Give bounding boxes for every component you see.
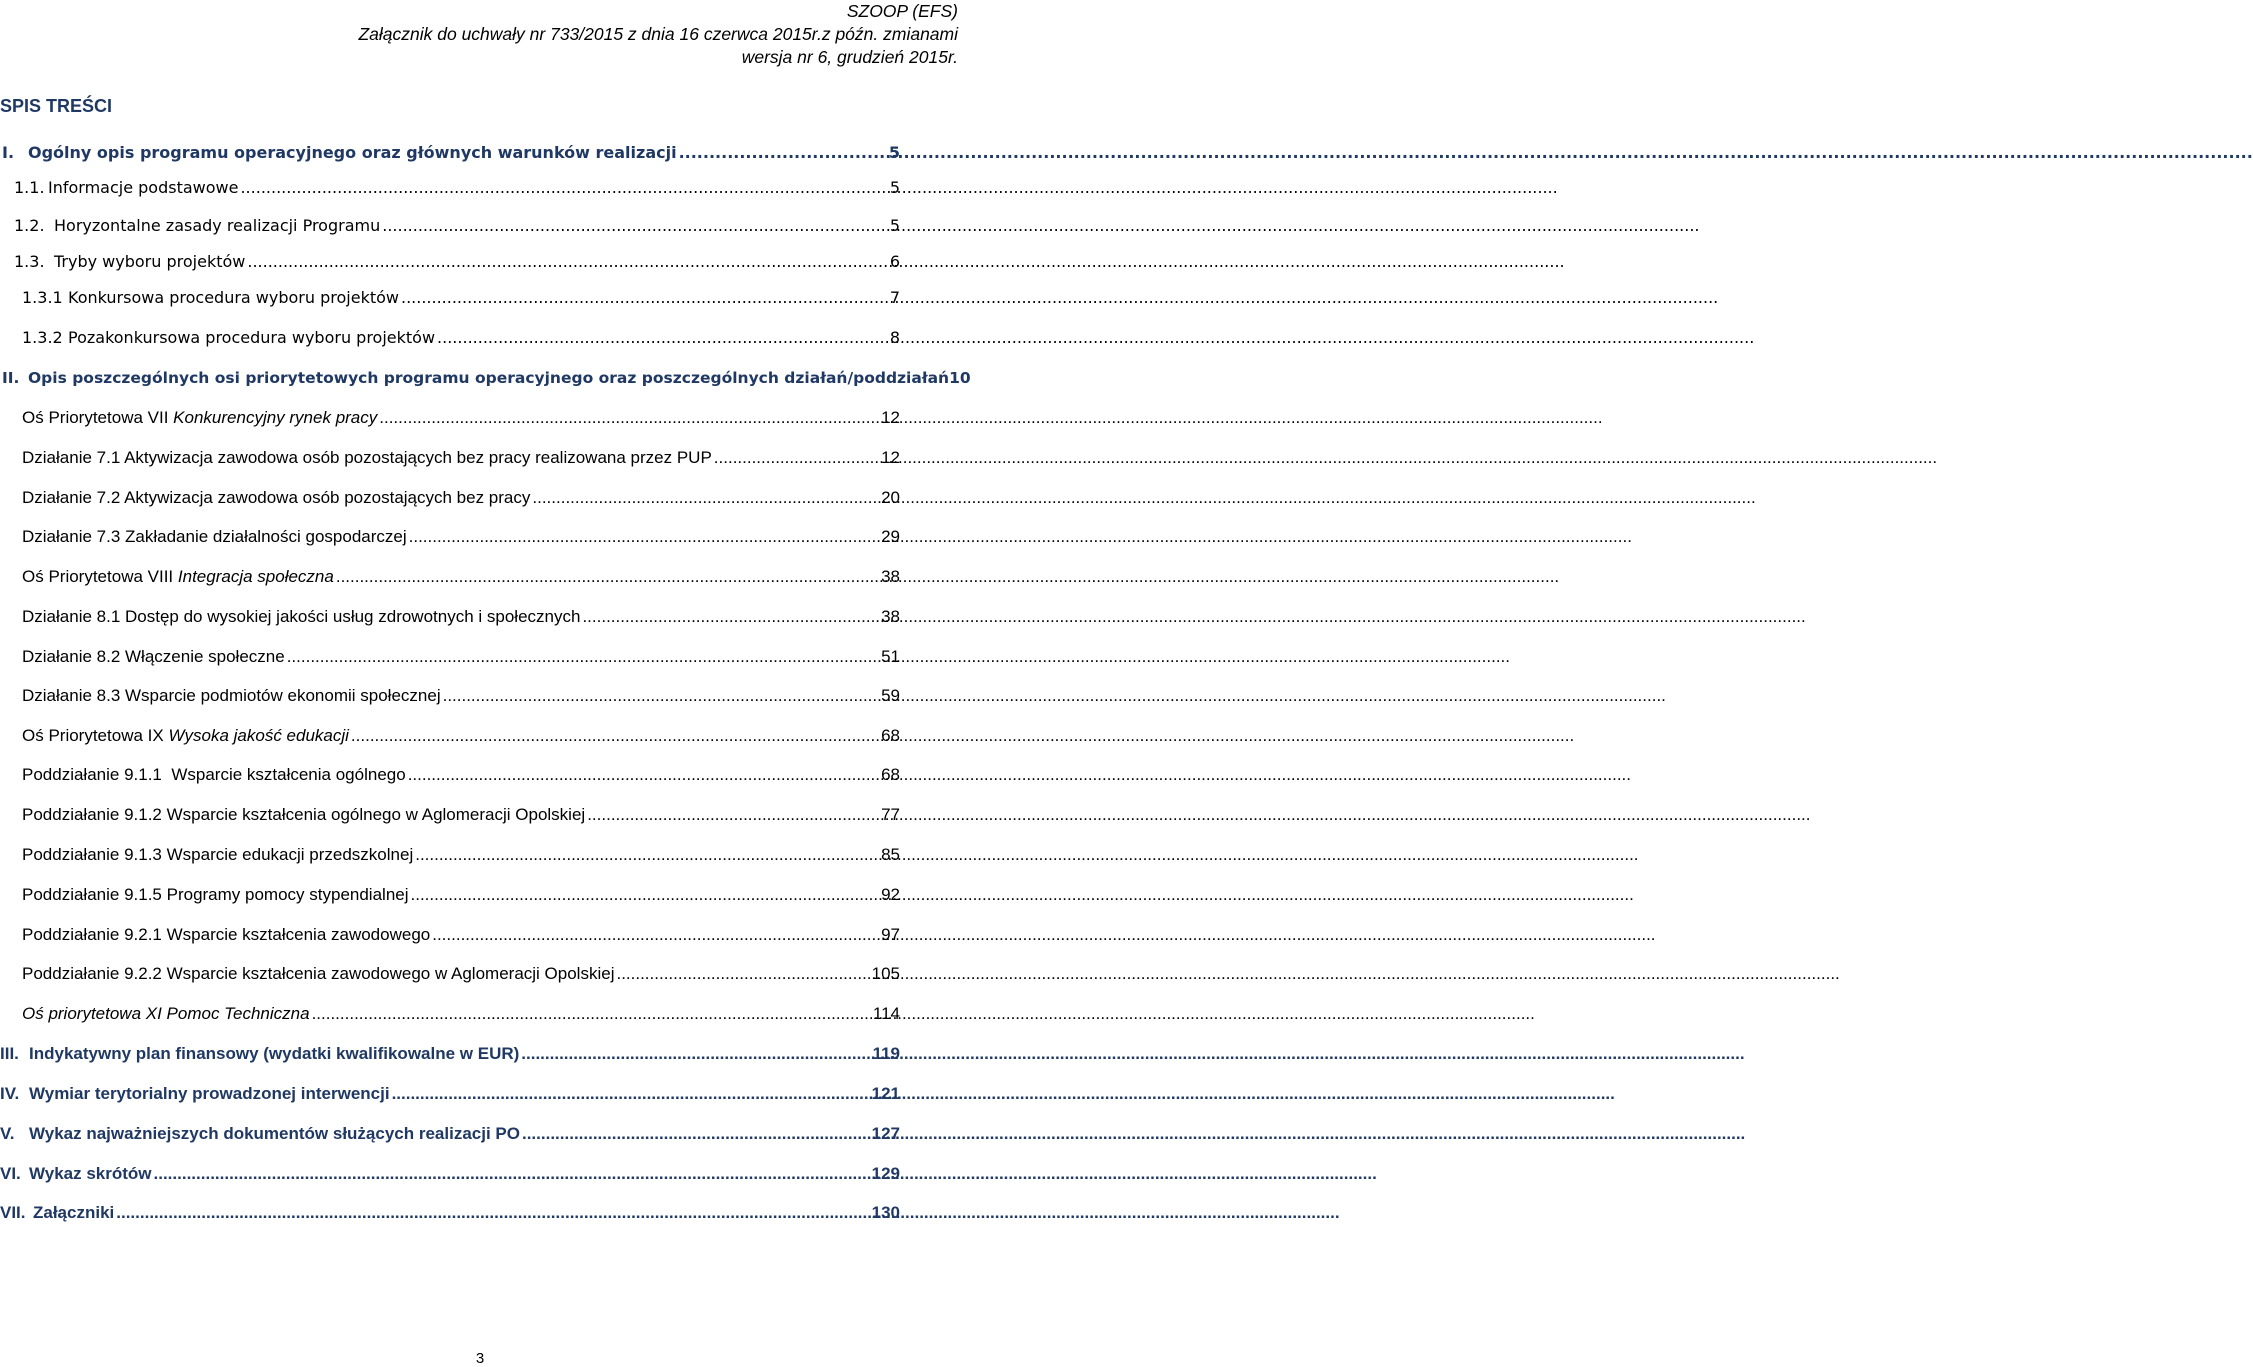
toc-entry-page: 129: [871, 1164, 900, 1183]
toc-entry-page: 38: [881, 607, 900, 626]
toc-leader: [532, 486, 879, 510]
toc-entry[interactable]: [22, 724, 900, 748]
toc-leader: [443, 684, 879, 708]
toc-entry-title: Konkursowa procedura wyboru projektów: [68, 288, 399, 307]
toc-entry-page: 68: [881, 765, 900, 784]
toc-entry[interactable]: [22, 923, 900, 947]
toc-entry-title: Oś priorytetowa XI Pomoc Techniczna: [22, 1004, 310, 1023]
toc-entry-title: Wykaz najważniejszych dokumentów służących realizacji PO: [29, 1124, 520, 1143]
toc-entry-number: 1.3.1: [22, 288, 63, 307]
toc-entry-title: Załączniki: [33, 1203, 115, 1222]
toc-leader: [587, 803, 879, 827]
toc-entry-page: 130: [871, 1203, 900, 1222]
toc-entry-title: [22, 724, 349, 748]
toc-entry[interactable]: [22, 763, 900, 787]
toc-entry-number: 1.3.: [14, 252, 45, 271]
toc-leader: [432, 923, 879, 947]
toc-leader: [287, 645, 879, 669]
toc-leader: [116, 1201, 869, 1225]
toc-entry-title: Tryby wyboru projektów: [54, 252, 246, 271]
toc-entry-page: 7: [889, 288, 900, 307]
toc-entry-number: II.: [2, 369, 20, 387]
header-resolution: Załącznik do uchwały nr 733/2015 z dnia 16 czerwca 2015r.z późn. zmianami: [358, 24, 958, 44]
toc-entry-title: Horyzontalne zasady realizacji Programu: [54, 216, 381, 235]
toc-leader: [415, 843, 879, 867]
toc-leader: [437, 326, 888, 350]
page-number: 3: [475, 1350, 485, 1367]
toc-entry-title: Poddziałanie 9.1.2 Wsparcie kształcenia ogólnego w Aglomeracji Opolskiej: [22, 805, 586, 824]
toc-entry[interactable]: [22, 605, 900, 629]
toc-entry[interactable]: [0, 1122, 900, 1146]
toc-entry-page: 59: [881, 686, 900, 705]
toc-leader: [382, 214, 888, 238]
toc-entry-page: 8: [889, 328, 900, 347]
toc-leader: [522, 1122, 870, 1146]
toc-entry-page: 85: [881, 845, 900, 864]
toc-entry-number: IV.: [0, 1084, 20, 1103]
toc-entry-page: 121: [871, 1084, 900, 1103]
toc-entry-page: 12: [881, 408, 900, 427]
toc-entry-number: I.: [2, 143, 15, 162]
toc-entry-title: Poddziałanie 9.1.5 Programy pomocy stypendialnej: [22, 885, 409, 904]
toc-entry[interactable]: [22, 843, 900, 867]
toc-entry[interactable]: [22, 803, 900, 827]
toc-axis-label: Oś Priorytetowa VIII: [22, 567, 174, 586]
toc-entry-title: Działanie 7.1 Aktywizacja zawodowa osób pozostających bez pracy realizowana przez PUP: [22, 448, 712, 467]
toc-entry-page: 38: [881, 567, 900, 586]
toc-axis-name: Konkurencyjny rynek pracy: [173, 408, 378, 427]
toc-leader: [521, 1042, 870, 1066]
toc-entry[interactable]: [22, 446, 900, 470]
toc-entry-page: 5: [888, 143, 900, 162]
toc-entry-number: 1.3.2: [22, 328, 63, 347]
toc-entry[interactable]: [22, 645, 900, 669]
toc-leader: [392, 1082, 870, 1106]
toc-entry-number: 1.2.: [14, 216, 45, 235]
toc-entry-number: III.: [0, 1044, 19, 1063]
toc-leader: [411, 883, 880, 907]
toc-leader: [154, 1162, 870, 1186]
toc-leader: [582, 605, 879, 629]
toc-entry-page: 127: [871, 1124, 900, 1143]
header-program: SZOOP (EFS): [846, 1, 958, 21]
toc-entry[interactable]: [22, 962, 900, 986]
toc-entry[interactable]: [0, 1042, 900, 1066]
toc-entry[interactable]: [22, 286, 900, 310]
toc-entry-number: VI.: [0, 1164, 21, 1183]
toc-entry[interactable]: [22, 486, 900, 510]
toc-entry-title: Działanie 7.2 Aktywizacja zawodowa osób pozostających bez pracy: [22, 488, 531, 507]
toc-entry-page: 114: [872, 1004, 900, 1023]
header-version: wersja nr 6, grudzień 2015r.: [741, 47, 958, 67]
toc-entry-title: [22, 565, 334, 589]
toc-entry-number: V.: [0, 1124, 15, 1143]
toc-entry-title: Działanie 8.3 Wsparcie podmiotów ekonomii społecznej: [22, 686, 441, 705]
toc-entry-page: 10: [949, 369, 971, 387]
toc-entry-number: 1.1.: [14, 178, 45, 197]
toc-axis-name: Integracja społeczna: [177, 567, 334, 586]
toc-entry-title: Ogólny opis programu operacyjnego oraz głównych warunków realizacji: [28, 143, 677, 162]
toc-axis-label: Oś Priorytetowa IX: [22, 726, 164, 745]
toc-entry-page: 29: [881, 527, 900, 546]
toc-entry-title: Informacje podstawowe: [48, 178, 239, 197]
toc-leader: [336, 565, 879, 589]
toc-entry-title: Wymiar terytorialny prowadzonej interwencji: [29, 1084, 390, 1103]
toc-entry-page: 105: [871, 964, 900, 983]
toc-entry[interactable]: [14, 214, 900, 238]
toc-entry[interactable]: [22, 684, 900, 708]
toc-entry-title: [22, 406, 377, 430]
toc-entry[interactable]: [2, 141, 900, 165]
toc-entry[interactable]: [14, 250, 900, 274]
toc-entry[interactable]: [22, 1002, 900, 1026]
toc-entry-title: Poddziałanie 9.1.1 Wsparcie kształcenia ogólnego: [22, 765, 406, 784]
toc-entry-title: Działanie 7.3 Zakładanie działalności gospodarczej: [22, 527, 407, 546]
toc-entry-title: Poddziałanie 9.2.1 Wsparcie kształcenia zawodowego: [22, 925, 431, 944]
toc-entry[interactable]: [22, 565, 900, 589]
toc-entry-title: Działanie 8.2 Włączenie społeczne: [22, 647, 285, 666]
toc-entry-page: 51: [881, 647, 900, 666]
toc-entry-page: 5: [889, 178, 900, 197]
toc-entry-page: 5: [889, 216, 900, 235]
toc-entry-title: Działanie 8.1 Dostęp do wysokiej jakości usług zdrowotnych i społecznych: [22, 607, 581, 626]
toc-entry-page: 68: [881, 726, 900, 745]
toc-entry-title: Poddziałanie 9.2.2 Wsparcie kształcenia zawodowego w Aglomeracji Opolskiej: [22, 964, 615, 983]
toc-entry-page: 20: [881, 488, 900, 507]
toc-axis-name: Wysoka jakość edukacji: [168, 726, 349, 745]
toc-leader: [247, 250, 887, 274]
toc-entry-page: 119: [872, 1044, 900, 1063]
toc-title: SPIS TREŚCI: [0, 96, 113, 116]
toc-entry-page: 92: [881, 885, 900, 904]
toc-entry-title: Pozakonkursowa procedura wyboru projektów: [68, 328, 436, 347]
toc-leader: [714, 446, 879, 470]
toc-leader: [240, 176, 887, 200]
toc-entry-page: 12: [881, 448, 900, 467]
toc-entry[interactable]: [22, 883, 900, 907]
toc-entry[interactable]: [22, 326, 900, 350]
toc-entry-title: Opis poszczególnych osi priorytetowych programu operacyjnego oraz poszczególnych działań/poddziałań: [28, 369, 950, 387]
toc-entry-number: VII.: [0, 1203, 26, 1222]
toc-entry-page: 77: [881, 805, 900, 824]
toc-leader: [401, 286, 888, 310]
toc-entry[interactable]: [0, 1162, 900, 1186]
toc-entry[interactable]: [22, 406, 900, 430]
toc-entry[interactable]: [14, 176, 900, 200]
toc-axis-label: Oś Priorytetowa VII: [22, 408, 169, 427]
document-header: [358, 0, 958, 69]
toc-leader: [616, 962, 869, 986]
toc-leader: [679, 141, 887, 165]
toc-entry-page: 97: [881, 925, 900, 944]
toc-entry[interactable]: [0, 1201, 900, 1225]
toc-entry[interactable]: [2, 366, 971, 390]
toc-leader: [409, 525, 879, 549]
toc-entry-page: 6: [889, 252, 900, 271]
toc-entry-title: Indykatywny plan finansowy (wydatki kwalifikowalne w EUR): [29, 1044, 520, 1063]
toc-leader: [408, 763, 879, 787]
toc-leader: [312, 1002, 871, 1026]
toc-entry-title: Poddziałanie 9.1.3 Wsparcie edukacji przedszkolnej: [22, 845, 414, 864]
toc-entry[interactable]: [0, 1082, 900, 1106]
toc-leader: [379, 406, 879, 430]
toc-entry-title: Wykaz skrótów: [29, 1164, 152, 1183]
toc-leader: [351, 724, 879, 748]
toc-entry[interactable]: [22, 525, 900, 549]
